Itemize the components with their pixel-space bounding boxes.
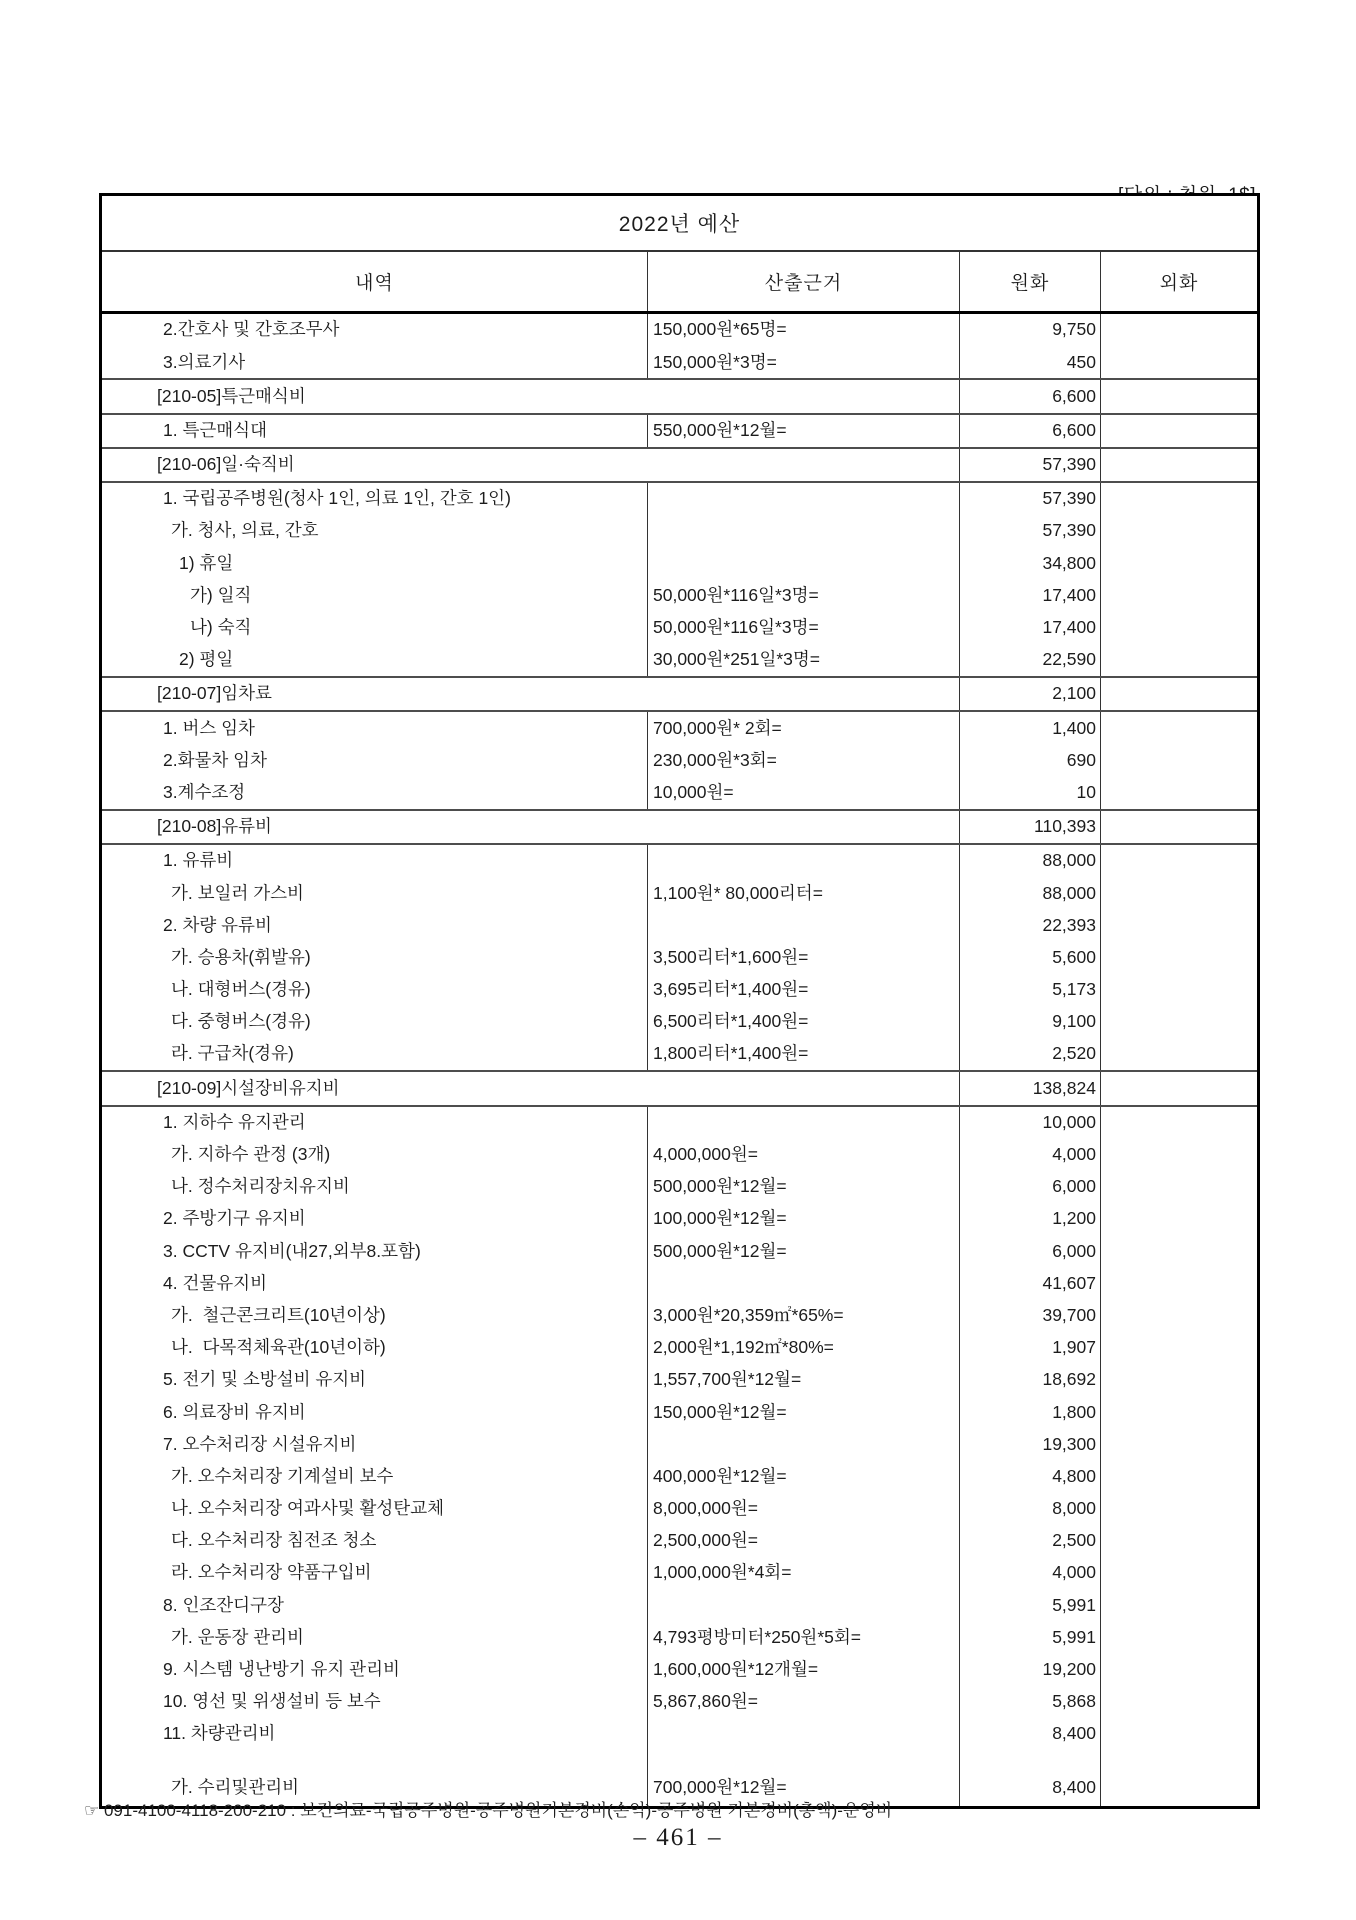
krw-amount-cell: 138,824 — [960, 1072, 1101, 1104]
krw-amount-cell: 2,100 — [960, 678, 1101, 710]
krw-amount-cell: 19,300 — [960, 1428, 1101, 1460]
foreign-currency-cell — [1101, 1203, 1257, 1235]
foreign-currency-cell — [1101, 1493, 1257, 1525]
calculation-basis-cell: 3,000원*20,359㎡*65%= — [648, 1300, 960, 1332]
table-row — [102, 777, 1257, 809]
krw-amount-cell: 5,991 — [960, 1622, 1101, 1654]
foreign-currency-cell — [1101, 1006, 1257, 1038]
calculation-basis-cell: 1,557,700원*12월= — [648, 1364, 960, 1396]
foreign-currency-cell — [1101, 580, 1257, 612]
foreign-currency-cell — [1101, 1038, 1257, 1070]
krw-amount-cell: 8,400 — [960, 1750, 1101, 1806]
item-name-cell: 2. 주방기구 유지비 — [102, 1203, 648, 1235]
table-title: 2022년 예산 — [102, 196, 1257, 252]
krw-amount-cell: 2,520 — [960, 1038, 1101, 1070]
calculation-basis-cell — [648, 547, 960, 579]
item-name-cell: 4. 건물유지비 — [102, 1267, 648, 1299]
foreign-currency-cell — [1101, 877, 1257, 909]
foreign-currency-cell — [1101, 712, 1257, 744]
table-row — [102, 1038, 1257, 1070]
calculation-basis-cell: 6,500리터*1,400원= — [648, 1006, 960, 1038]
item-name-cell: 11. 차량관리비 — [102, 1718, 648, 1750]
krw-amount-cell: 5,600 — [960, 942, 1101, 974]
foreign-currency-cell — [1101, 1364, 1257, 1396]
foreign-currency-cell — [1101, 380, 1257, 412]
section-row — [102, 678, 1257, 710]
section-row — [102, 380, 1257, 412]
foreign-currency-cell — [1101, 1750, 1257, 1806]
item-name-cell: 라. 구급차(경유) — [102, 1038, 648, 1070]
table-row — [102, 845, 1257, 877]
column-header-foreign: 외화 — [1159, 273, 1199, 294]
item-name-cell: 나. 다목적체육관(10년이하) — [102, 1332, 648, 1364]
krw-amount-cell: 88,000 — [960, 877, 1101, 909]
foreign-currency-cell — [1101, 1686, 1257, 1718]
item-name-cell: 1. 지하수 유지관리 — [102, 1107, 648, 1139]
calculation-basis-cell: 8,000,000원= — [648, 1493, 960, 1525]
krw-amount-cell: 5,173 — [960, 974, 1101, 1006]
foreign-currency-cell — [1101, 942, 1257, 974]
foreign-currency-cell — [1101, 845, 1257, 877]
calculation-basis-cell: 3,695리터*1,400원= — [648, 974, 960, 1006]
foreign-currency-cell — [1101, 1107, 1257, 1139]
krw-amount-cell: 41,607 — [960, 1267, 1101, 1299]
table-row — [102, 547, 1257, 579]
item-name-cell: 1. 버스 임차 — [102, 712, 648, 744]
item-name-cell: 7. 오수처리장 시설유지비 — [102, 1428, 648, 1460]
item-name-cell: 2. 차량 유류비 — [102, 909, 648, 941]
foreign-currency-cell — [1101, 1235, 1257, 1267]
krw-amount-cell: 17,400 — [960, 580, 1101, 612]
krw-amount-cell: 1,400 — [960, 712, 1101, 744]
table-row — [102, 1139, 1257, 1171]
foreign-currency-cell — [1101, 1332, 1257, 1364]
krw-amount-cell: 57,390 — [960, 515, 1101, 547]
item-name-cell: 가. 승용차(휘발유) — [102, 942, 648, 974]
calculation-basis-cell — [648, 1589, 960, 1621]
krw-amount-cell: 8,000 — [960, 1493, 1101, 1525]
table-row — [102, 1300, 1257, 1332]
calculation-basis-cell: 150,000원*3명= — [648, 346, 960, 378]
calculation-basis-cell: 10,000원= — [648, 777, 960, 809]
table-row — [102, 415, 1257, 447]
item-name-cell: 1. 특근매식대 — [102, 415, 648, 447]
item-name-cell: 나. 대형버스(경유) — [102, 974, 648, 1006]
item-name-cell: 라. 오수처리장 약품구입비 — [102, 1557, 648, 1589]
item-name-cell: 가. 보일러 가스비 — [102, 877, 648, 909]
calculation-basis-cell: 150,000원*65명= — [648, 314, 960, 346]
krw-amount-cell: 1,907 — [960, 1332, 1101, 1364]
krw-amount-cell: 17,400 — [960, 612, 1101, 644]
foreign-currency-cell — [1101, 811, 1257, 843]
table-row — [102, 974, 1257, 1006]
item-name-cell: 3.의료기사 — [102, 346, 648, 378]
item-name-cell: 6. 의료장비 유지비 — [102, 1396, 648, 1428]
item-name-cell: 가. 청사, 의료, 간호 — [102, 515, 648, 547]
table-row — [102, 712, 1257, 744]
calculation-basis-cell: 230,000원*3회= — [648, 744, 960, 776]
foreign-currency-cell — [1101, 1525, 1257, 1557]
table-row — [102, 909, 1257, 941]
krw-amount-cell: 450 — [960, 346, 1101, 378]
item-name-cell: 1. 유류비 — [102, 845, 648, 877]
table-row — [102, 1364, 1257, 1396]
page-number: – 461 – — [633, 1824, 723, 1851]
item-name-cell: 8. 인조잔디구장 — [102, 1589, 648, 1621]
item-name-cell: 1. 국립공주병원(청사 1인, 의료 1인, 간호 1인) — [102, 483, 648, 515]
foreign-currency-cell — [1101, 1267, 1257, 1299]
calculation-basis-cell: 550,000원*12월= — [648, 415, 960, 447]
krw-amount-cell: 9,100 — [960, 1006, 1101, 1038]
krw-amount-cell: 4,000 — [960, 1557, 1101, 1589]
table-row — [102, 644, 1257, 676]
krw-amount-cell: 10 — [960, 777, 1101, 809]
calculation-basis-cell: 700,000원* 2회= — [648, 712, 960, 744]
calculation-basis-cell: 400,000원*12월= — [648, 1461, 960, 1493]
column-header-basis: 산출근거 — [648, 252, 960, 311]
section-group — [102, 809, 1257, 843]
foreign-currency-cell — [1101, 1622, 1257, 1654]
item-name-cell: 가. 수리및관리비 — [102, 1750, 648, 1806]
calculation-basis-cell — [648, 1428, 960, 1460]
foreign-currency-cell — [1101, 1589, 1257, 1621]
krw-amount-cell: 2,500 — [960, 1525, 1101, 1557]
table-row — [102, 612, 1257, 644]
table-row — [102, 1267, 1257, 1299]
item-name-cell: 가. 지하수 관정 (3개) — [102, 1139, 648, 1171]
krw-amount-cell: 57,390 — [960, 449, 1101, 481]
section-group — [102, 447, 1257, 481]
foreign-currency-cell — [1101, 346, 1257, 378]
calculation-basis-cell: 1,800리터*1,400원= — [648, 1038, 960, 1070]
table-row — [102, 1686, 1257, 1718]
item-group — [102, 1105, 1257, 1807]
section-row — [102, 811, 1257, 843]
table-row — [102, 1396, 1257, 1428]
krw-amount-cell: 9,750 — [960, 314, 1101, 346]
foreign-currency-cell — [1101, 1428, 1257, 1460]
section-group — [102, 1070, 1257, 1104]
table-row — [102, 1589, 1257, 1621]
item-name-cell: 나. 오수처리장 여과사및 활성탄교체 — [102, 1493, 648, 1525]
foreign-currency-cell — [1101, 547, 1257, 579]
krw-amount-cell: 22,590 — [960, 644, 1101, 676]
item-name-cell: [210-05]특근매식비 — [102, 380, 960, 412]
krw-amount-cell: 5,991 — [960, 1589, 1101, 1621]
krw-amount-cell: 6,000 — [960, 1171, 1101, 1203]
foreign-currency-cell — [1101, 974, 1257, 1006]
item-name-cell: 5. 전기 및 소방설비 유지비 — [102, 1364, 648, 1396]
item-name-cell: 3.계수조정 — [102, 777, 648, 809]
calculation-basis-cell: 4,000,000원= — [648, 1139, 960, 1171]
foreign-currency-cell — [1101, 483, 1257, 515]
calculation-basis-cell: 2,500,000원= — [648, 1525, 960, 1557]
krw-amount-cell: 10,000 — [960, 1107, 1101, 1139]
foreign-currency-cell — [1101, 1461, 1257, 1493]
calculation-basis-cell: 2,000원*1,192㎡*80%= — [648, 1332, 960, 1364]
krw-amount-cell: 22,393 — [960, 909, 1101, 941]
foreign-currency-cell — [1101, 1654, 1257, 1686]
krw-amount-cell: 34,800 — [960, 547, 1101, 579]
foreign-currency-cell — [1101, 1139, 1257, 1171]
calculation-basis-cell: 1,100원* 80,000리터= — [648, 877, 960, 909]
table-row — [102, 1171, 1257, 1203]
item-name-cell: 2.화물차 임차 — [102, 744, 648, 776]
item-name-cell: 다. 중형버스(경유) — [102, 1006, 648, 1038]
calculation-basis-cell: 3,500리터*1,600원= — [648, 942, 960, 974]
item-name-cell: 가. 철근콘크리트(10년이상) — [102, 1300, 648, 1332]
table-row — [102, 580, 1257, 612]
section-group — [102, 378, 1257, 412]
calculation-basis-cell: 5,867,860원= — [648, 1686, 960, 1718]
krw-amount-cell: 57,390 — [960, 483, 1101, 515]
table-row — [102, 1107, 1257, 1139]
table-row — [102, 1654, 1257, 1686]
section-row — [102, 449, 1257, 481]
foreign-currency-cell — [1101, 1072, 1257, 1104]
foreign-currency-cell — [1101, 515, 1257, 547]
foreign-currency-cell — [1101, 1300, 1257, 1332]
calculation-basis-cell: 500,000원*12월= — [648, 1171, 960, 1203]
krw-amount-cell: 110,393 — [960, 811, 1101, 843]
item-name-cell: [210-08]유류비 — [102, 811, 960, 843]
item-name-cell: 2.간호사 및 간호조무사 — [102, 314, 648, 346]
calculation-basis-cell: 500,000원*12월= — [648, 1235, 960, 1267]
krw-amount-cell: 18,692 — [960, 1364, 1101, 1396]
budget-table — [99, 193, 1260, 1809]
foreign-currency-cell — [1101, 1557, 1257, 1589]
calculation-basis-cell — [648, 515, 960, 547]
table-row — [102, 346, 1257, 378]
foreign-currency-cell — [1101, 1718, 1257, 1750]
table-row — [102, 1235, 1257, 1267]
table-row — [102, 942, 1257, 974]
table-row — [102, 1493, 1257, 1525]
table-row — [102, 1428, 1257, 1460]
krw-amount-cell: 1,200 — [960, 1203, 1101, 1235]
calculation-basis-cell: 150,000원*12월= — [648, 1396, 960, 1428]
foreign-currency-cell — [1101, 1171, 1257, 1203]
item-group — [102, 710, 1257, 809]
table-row — [102, 1525, 1257, 1557]
table-row — [102, 1557, 1257, 1589]
item-group — [102, 413, 1257, 447]
item-name-cell: [210-06]일·숙직비 — [102, 449, 960, 481]
calculation-basis-cell: 30,000원*251일*3명= — [648, 644, 960, 676]
foreign-currency-cell — [1101, 1396, 1257, 1428]
foreign-currency-cell — [1101, 678, 1257, 710]
table-row — [102, 877, 1257, 909]
item-name-cell: 나) 숙직 — [102, 612, 648, 644]
item-name-cell: 가) 일직 — [102, 580, 648, 612]
column-header-detail: 내역 — [102, 252, 648, 311]
foreign-currency-cell — [1101, 415, 1257, 447]
item-name-cell: 다. 오수처리장 침전조 청소 — [102, 1525, 648, 1557]
calculation-basis-cell: 1,600,000원*12개월= — [648, 1654, 960, 1686]
item-name-cell: 가. 운동장 관리비 — [102, 1622, 648, 1654]
foreign-currency-cell — [1101, 314, 1257, 346]
section-row — [102, 1072, 1257, 1104]
krw-amount-cell: 88,000 — [960, 845, 1101, 877]
calculation-basis-cell: 100,000원*12월= — [648, 1203, 960, 1235]
foreign-currency-cell — [1101, 777, 1257, 809]
krw-amount-cell: 6,600 — [960, 415, 1101, 447]
calculation-basis-cell: 4,793평방미터*250원*5회= — [648, 1622, 960, 1654]
footnote: ☞ 091-4100-4118-200-210 : 보건의료-국립공주병원-공주병원기본경비(손익)-공주병원 기본경비(총액)-운영비 — [84, 1801, 893, 1820]
item-name-cell: [210-07]임차료 — [102, 678, 960, 710]
table-row — [102, 1718, 1257, 1750]
item-name-cell: 10. 영선 및 위생설비 등 보수 — [102, 1686, 648, 1718]
foreign-currency-cell — [1101, 449, 1257, 481]
item-name-cell: 나. 정수처리장치유지비 — [102, 1171, 648, 1203]
table-row — [102, 483, 1257, 515]
table-row — [102, 1203, 1257, 1235]
table-row — [102, 1461, 1257, 1493]
table-row — [102, 1622, 1257, 1654]
calculation-basis-cell — [648, 909, 960, 941]
calculation-basis-cell: 700,000원*12월= — [648, 1750, 960, 1806]
calculation-basis-cell — [648, 1718, 960, 1750]
krw-amount-cell: 6,000 — [960, 1235, 1101, 1267]
calculation-basis-cell: 50,000원*116일*3명= — [648, 612, 960, 644]
table-row — [102, 744, 1257, 776]
krw-amount-cell: 6,600 — [960, 380, 1101, 412]
item-group — [102, 481, 1257, 676]
table-body — [102, 314, 1257, 1806]
table-row — [102, 515, 1257, 547]
krw-amount-cell: 5,868 — [960, 1686, 1101, 1718]
item-name-cell: 3. CCTV 유지비(내27,외부8.포함) — [102, 1235, 648, 1267]
krw-amount-cell: 19,200 — [960, 1654, 1101, 1686]
krw-amount-cell: 1,800 — [960, 1396, 1101, 1428]
calculation-basis-cell: 50,000원*116일*3명= — [648, 580, 960, 612]
krw-amount-cell: 39,700 — [960, 1300, 1101, 1332]
krw-amount-cell: 690 — [960, 744, 1101, 776]
item-name-cell: 1) 휴일 — [102, 547, 648, 579]
foreign-currency-cell — [1101, 909, 1257, 941]
item-name-cell: 2) 평일 — [102, 644, 648, 676]
foreign-currency-cell — [1101, 644, 1257, 676]
calculation-basis-cell: 1,000,000원*4회= — [648, 1557, 960, 1589]
foreign-currency-cell — [1101, 744, 1257, 776]
item-group — [102, 314, 1257, 378]
calculation-basis-cell — [648, 1267, 960, 1299]
item-name-cell: 가. 오수처리장 기계설비 보수 — [102, 1461, 648, 1493]
table-row — [102, 1006, 1257, 1038]
calculation-basis-cell — [648, 483, 960, 515]
item-group — [102, 843, 1257, 1070]
krw-amount-cell: 8,400 — [960, 1718, 1101, 1750]
calculation-basis-cell — [648, 1107, 960, 1139]
item-name-cell: [210-09]시설장비유지비 — [102, 1072, 960, 1104]
column-header-krw: 원화 — [960, 252, 1101, 311]
section-group — [102, 676, 1257, 710]
krw-amount-cell: 4,800 — [960, 1461, 1101, 1493]
table-header-row — [102, 252, 1257, 314]
table-row — [102, 314, 1257, 346]
foreign-currency-cell — [1101, 612, 1257, 644]
item-name-cell: 9. 시스템 냉난방기 유지 관리비 — [102, 1654, 648, 1686]
krw-amount-cell: 4,000 — [960, 1139, 1101, 1171]
table-row — [102, 1332, 1257, 1364]
calculation-basis-cell — [648, 845, 960, 877]
